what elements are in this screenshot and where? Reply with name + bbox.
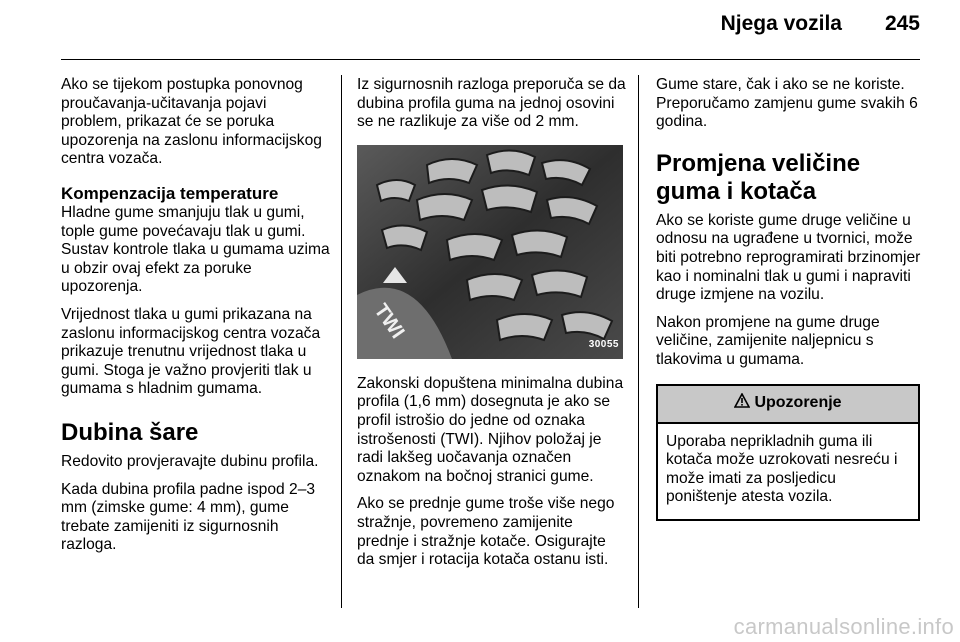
paragraph: Ako se prednje gume troše više nego stražnje, povremeno zamijenite prednje i stražnje kotače. Osigurajte da smjer i rotacija kotača ostanu isti. [357,495,615,569]
heading-tread-depth: Dubina šare [61,418,199,446]
paragraph: Gume stare, čak i ako se ne koriste. Preporučamo zamjenu gume svakih 6 godina. [656,76,918,131]
paragraph: Zakonski dopuštena minimalna dubina profila (1,6 mm) dosegnuta je ako se profil istrošio do jedne od oznaka istrošenosti (TWI). Njihov položaj je radi lakšeg uočavanja označen oznakom na bočnoj stranici gume. [357,374,624,485]
paragraph: Vrijednost tlaka u gumi prikazana na zaslonu informacijskog centra vozača prikazuje trenutnu vrijednost tlaka u gumi. Stoga je važno provjeriti tlak u gumama s hladnim gumama. [61,305,321,398]
paragraph: Ako se tijekom postupka ponovnog proučavanja-učitavanja pojavi problem, prikazat će se poruka upozorenja na zaslonu informacijskog centra vozača. [61,76,322,168]
column-divider-2 [638,75,639,608]
warning-triangle-icon [734,393,750,414]
heading-temperature-compensation: Kompenzacija temperature [61,183,279,203]
warning-header [658,386,918,424]
column-2 [357,76,627,579]
page-header [0,0,960,62]
heading-tire-size-change: Promjena veličine guma i kotača [656,149,861,205]
page-number: 245 [884,12,920,35]
tire-tread-image [357,145,623,359]
paragraph: Kada dubina profila padne ispod 2–3 mm (zimske gume: 4 mm), gume trebate zamijeniti iz sigurnosnih razloga. [61,480,316,554]
warning-box [656,384,920,521]
column-3 [656,76,924,521]
twi-label: TWI [369,299,409,343]
header-divider [61,59,920,60]
warning-title: Upozorenje [754,394,842,412]
figure-number: 30055 [588,339,619,351]
tire-tread-illustration [357,145,623,359]
column-divider-1 [341,75,342,608]
paragraph: Nakon promjene na gume druge veličine, zamijenite naljepnicu s tlakovima u gumama. [656,313,880,368]
paragraph: Ako se koriste gume druge veličine u odnosu na ugrađene u tvornici, može biti potrebno reprogramirati brzinomjer kao i nominalni tlak u gumi i napraviti druge izmjene na vozilu. [656,211,921,304]
paragraph: Iz sigurnosnih razloga preporuča se da dubina profila guma na jednoj osovini se ne razlikuje za više od 2 mm. [357,76,626,131]
section-title: Njega vozila [720,12,842,35]
paragraph: Redovito provjeravajte dubinu profila. [61,452,319,470]
paragraph: Hladne gume smanjuju tlak u gumi, tople gume povećavaju tlak u gumi. Sustav kontrole tlaka u gumama uzima u obzir ovaj efekt za poruke upozorenja. [61,203,330,296]
watermark: carmanualsonline.info [733,614,954,639]
warning-text: Uporaba neprikladnih guma ili kotača može uzrokovati nesreću i može imati za posljedicu poništenje atesta vozila. [666,432,898,506]
column-1 [61,76,331,564]
